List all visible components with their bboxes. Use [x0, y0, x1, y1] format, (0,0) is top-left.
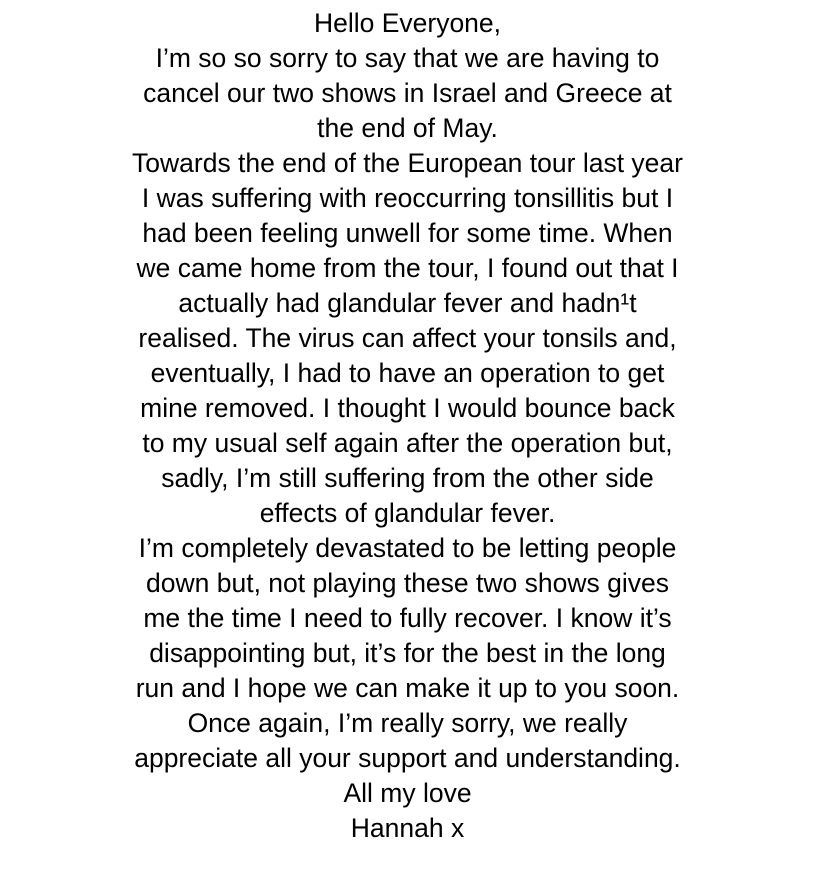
letter-line: actually had glandular fever and hadn¹t — [178, 288, 637, 318]
signature: Hannah x — [350, 813, 465, 843]
letter-line: I was suffering with reoccurring tonsillitis but I — [141, 183, 674, 213]
letter-line: effects of glandular fever. — [259, 498, 556, 528]
letter-line: had been feeling unwell for some time. When — [142, 218, 673, 248]
letter-line: eventually, I had to have an operation to get — [150, 358, 665, 388]
letter-line: me the time I need to fully recover. I know it’s — [143, 603, 672, 633]
letter-line: realised. The virus can affect your tonsils and, — [138, 323, 677, 353]
sign-off: All my love — [343, 778, 472, 808]
letter-line: we came home from the tour, I found out that I — [136, 253, 679, 283]
letter-line: I’m so so sorry to say that we are having to — [155, 43, 660, 73]
letter-line: sadly, I’m still suffering from the other side — [161, 463, 654, 493]
letter-line: Once again, I’m really sorry, we really — [187, 708, 628, 738]
letter-line: run and I hope we can make it up to you soon. — [135, 673, 680, 703]
letter-line: disappointing but, it’s for the best in the long — [149, 638, 666, 668]
greeting: Hello Everyone, — [313, 8, 502, 38]
letter-line: to my usual self again after the operation but, — [142, 428, 673, 458]
letter-line: mine removed. I thought I would bounce back — [140, 393, 675, 423]
letter-line: cancel our two shows in Israel and Greece at — [143, 78, 672, 108]
letter-line: Towards the end of the European tour last year — [132, 148, 683, 178]
letter-line: appreciate all your support and understanding. — [134, 743, 681, 773]
letter-line: the end of May. — [317, 113, 498, 143]
letter-line: down but, not playing these two shows gives — [146, 568, 669, 598]
letter-body — [0, 6, 815, 846]
letter-line: I’m completely devastated to be letting people — [138, 533, 677, 563]
